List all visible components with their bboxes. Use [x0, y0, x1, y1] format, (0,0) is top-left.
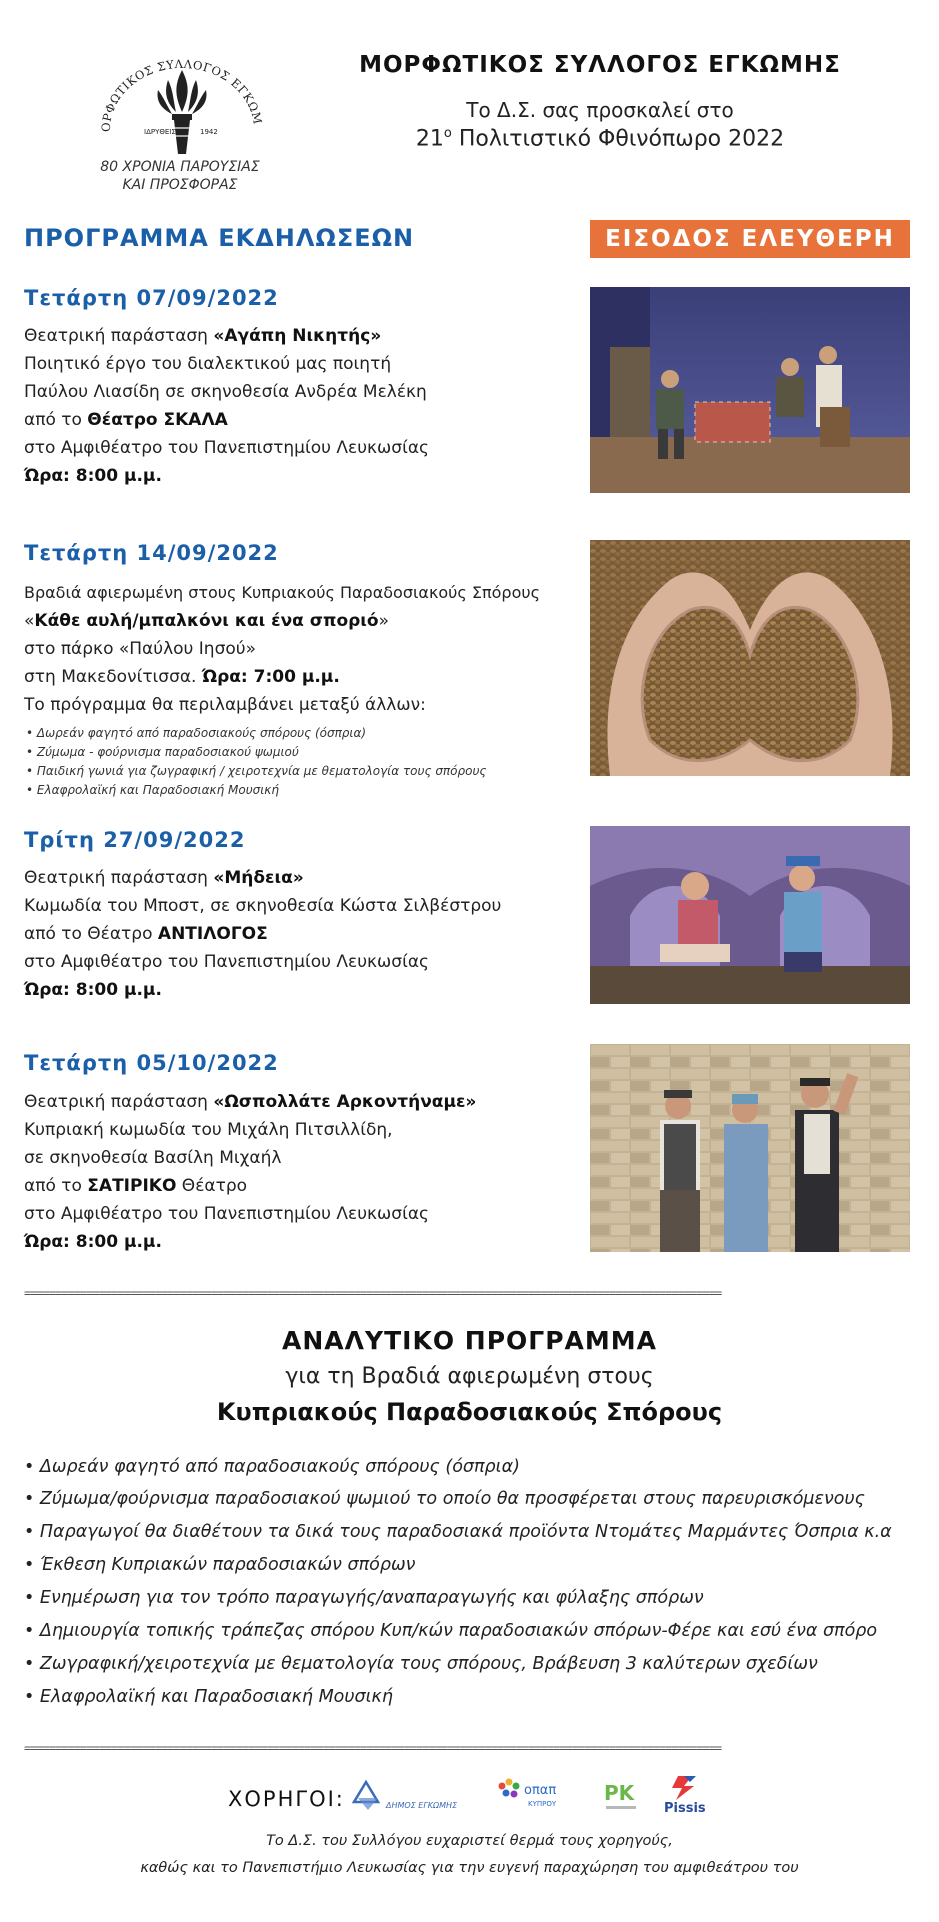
- program-title: ΠΡΟΓΡΑΜΜΑ ΕΚΔΗΛΩΣΕΩΝ: [24, 224, 415, 252]
- sponsor-pissis-logo: [662, 1772, 712, 1818]
- list-item: • Παραγωγοί θα διαθέτουν τα δικά τους παραδοσιακά προϊόντα Ντομάτες Μαρμάντες Όσπρια κ.α: [24, 1522, 892, 1542]
- separator-line: ================================================================================================================: [24, 1286, 722, 1300]
- event-1-date: Τετάρτη 07/09/2022: [24, 286, 279, 310]
- event-1-line2: Ποιητικό έργο του διαλεκτικού μας ποιητή: [24, 354, 392, 374]
- invitation-text: Το Δ.Σ. σας προσκαλεί στο: [466, 98, 734, 122]
- sponsors-label: ΧΟΡΗΓΟΙ:: [228, 1787, 345, 1811]
- event-4-date: Τετάρτη 05/10/2022: [24, 1051, 279, 1075]
- event-1-time: Ώρα: 8:00 μ.μ.: [24, 466, 162, 486]
- logo-tagline: [70, 158, 290, 194]
- event-2-date: Τετάρτη 14/09/2022: [24, 541, 279, 565]
- svg-text:οπαπ: οπαπ: [524, 1783, 557, 1798]
- event-1-line4: από το Θέατρο ΣΚΑΛΑ: [24, 410, 228, 430]
- event-3-line3: από το Θέατρο ΑΝΤΙΛΟΓΟΣ: [24, 924, 268, 944]
- event-4-line5: στο Αμφιθέατρο του Πανεπιστημίου Λευκωσίας: [24, 1204, 430, 1224]
- event-3-line4: στο Αμφιθέατρο του Πανεπιστημίου Λευκωσίας: [24, 952, 430, 972]
- svg-text:ΜΟΡΦΩΤΙΚΟΣ ΣΥΛΛΟΓΟΣ ΕΓΚΩΜΗΣ: [82, 52, 265, 132]
- event-4-line3: σε σκηνοθεσία Βασίλη Μιχαήλ: [24, 1148, 282, 1168]
- event-4-line1: Θεατρική παράσταση «Ωσπολλάτε Αρκοντήναμε»: [24, 1092, 477, 1112]
- association-logo: [82, 52, 282, 162]
- list-item: • Δωρεάν φαγητό από παραδοσιακούς σπόρους (όσπρια): [24, 1457, 520, 1477]
- list-item: • Δωρεάν φαγητό από παραδοσιακούς σπόρους (όσπρια): [26, 726, 367, 740]
- event-3-details: [24, 864, 501, 1004]
- logo-tagline-line1: 80 ΧΡΟΝΙΑ ΠΑΡΟΥΣΙΑΣ: [100, 159, 260, 175]
- analytic-program-title: ΑΝΑΛΥΤΙΚΟ ΠΡΟΓΡΑΜΜΑ: [282, 1326, 657, 1355]
- event-1-theatre: Θέατρο ΣΚΑΛΑ: [87, 410, 228, 430]
- event-3-date: Τρίτη 27/09/2022: [24, 828, 246, 852]
- footer-thanks-line2: καθώς και το Πανεπιστήμιο Λευκωσίας για την ευγενή παραχώρηση του αμφιθεάτρου του: [140, 1860, 799, 1876]
- logo-tagline-line2: ΚΑΙ ΠΡΟΣΦΟΡΑΣ: [122, 177, 238, 193]
- event-3-theatre: ΑΝΤΙΛΟΓΟΣ: [157, 924, 268, 944]
- list-item: • Παιδική γωνιά για ζωγραφική / χειροτεχνία με θεματολογία τους σπόρους: [26, 764, 487, 778]
- event-4-line4: από το ΣΑΤΙΡΙΚΟ Θέατρο: [24, 1176, 248, 1196]
- logo-founded-label: ΙΔΡΥΘΕΙΣ: [144, 128, 176, 136]
- event-3-line1: Θεατρική παράσταση «Μήδεια»: [24, 868, 304, 888]
- event-2-line2: «Κάθε αυλή/μπαλκόνι και ένα σποριό»: [24, 611, 390, 631]
- svg-text:Pissis: Pissis: [664, 1801, 706, 1816]
- list-item: • Ζωγραφική/χειροτεχνία με θεματολογία τους σπόρους, Βράβευση 3 καλύτερων σχεδίων: [24, 1654, 818, 1674]
- sponsor-dimos-egkomis-logo: [352, 1778, 472, 1818]
- event-4-photo: [590, 1044, 910, 1252]
- footer-thanks-line1: Το Δ.Σ. του Συλλόγου ευχαριστεί θερμά τους χορηγούς,: [266, 1833, 673, 1849]
- sponsor-opap-logo: [494, 1776, 574, 1816]
- logo-founded-year: 1942: [200, 128, 218, 136]
- event-2-line5: Το πρόγραμμα θα περιλαμβάνει μεταξύ άλλων:: [24, 695, 426, 715]
- event-3-photo: [590, 826, 910, 1004]
- event-4-line2: Κυπριακή κωμωδία του Μιχάλη Πιτσιλλίδη,: [24, 1120, 393, 1140]
- logo-arc-text: ΟΡΦΩΤΙΚΟΣ ΣΥΛΛΟΓΟΣ ΕΓΚΩΜ: [98, 56, 265, 133]
- event-1-line5: στο Αμφιθέατρο του Πανεπιστημίου Λευκωσίας: [24, 438, 430, 458]
- free-entry-badge: ΕΙΣΟΔΟΣ ΕΛΕΥΘΕΡΗ: [590, 220, 910, 258]
- event-2-event-title: Κάθε αυλή/μπαλκόνι και ένα σποριό: [34, 611, 379, 631]
- event-1-line3: Παύλου Λιασίδη σε σκηνοθεσία Ανδρέα Μελέκη: [24, 382, 427, 402]
- analytic-program-subtitle-bold: Κυπριακούς Παραδοσιακούς Σπόρους: [216, 1398, 723, 1426]
- edition-ordinal: ο: [443, 126, 452, 141]
- event-1-play-title: «Αγάπη Νικητής»: [213, 326, 382, 346]
- list-item: • Ζύμωμα - φούρνισμα παραδοσιακού ψωμιού: [26, 745, 299, 759]
- event-4-theatre: ΣΑΤΙΡΙΚΟ: [87, 1176, 177, 1196]
- svg-text:ΔΗΜΟΣ ΕΓΚΩΜΗΣ: ΔΗΜΟΣ ΕΓΚΩΜΗΣ: [386, 1801, 458, 1810]
- list-item: • Έκθεση Κυπριακών παραδοσιακών σπόρων: [24, 1555, 416, 1575]
- event-3-play-title: «Μήδεια»: [213, 868, 304, 888]
- separator-line: ================================================================================================================: [24, 1741, 722, 1755]
- event-3-line2: Κωμωδία του Μποστ, σε σκηνοθεσία Κώστα Σιλβέστρου: [24, 896, 502, 916]
- list-item: • Ελαφρολαϊκή και Παραδοσιακή Μουσική: [26, 783, 279, 797]
- list-item: • Δημιουργία τοπικής τράπεζας σπόρου Κυπ/κών παραδοσιακών σπόρων-Φέρε και εσύ ένα σπόρο: [24, 1621, 878, 1641]
- event-2-photo: [590, 540, 910, 776]
- festival-edition: [300, 126, 900, 151]
- event-2-line1: Βραδιά αφιερωμένη στους Κυπριακούς Παραδοσιακούς Σπόρους: [24, 583, 541, 602]
- event-2-time: Ώρα: 7:00 μ.μ.: [201, 667, 340, 687]
- event-2-bullet-list: [26, 724, 486, 800]
- event-2-line3: στο πάρκο «Παύλου Ιησού»: [24, 639, 256, 659]
- event-4-details: [24, 1088, 476, 1256]
- svg-text:ΡΚ: ΡΚ: [604, 1781, 635, 1805]
- event-2-line4: στη Μακεδονίτισσα. Ώρα: 7:00 μ.μ.: [24, 667, 340, 687]
- sponsor-pk-logo: [600, 1774, 646, 1818]
- organization-name: ΜΟΡΦΩΤΙΚΟΣ ΣΥΛΛΟΓΟΣ ΕΓΚΩΜΗΣ: [359, 52, 841, 78]
- event-1-line1: Θεατρική παράσταση «Αγάπη Νικητής»: [24, 326, 382, 346]
- event-3-time: Ώρα: 8:00 μ.μ.: [24, 980, 162, 1000]
- edition-title: Πολιτιστικό Φθινόπωρο 2022: [458, 126, 785, 152]
- list-item: • Ζύμωμα/φούρνισμα παραδοσιακού ψωμιού το οποίο θα προσφέρεται στους παρευρισκόμενους: [24, 1489, 865, 1509]
- event-1-photo: [590, 287, 910, 493]
- list-item: • Ενημέρωση για τον τρόπο παραγωγής/αναπαραγωγής και φύλαξης σπόρων: [24, 1588, 704, 1608]
- event-2-details: [24, 579, 540, 719]
- list-item: • Ελαφρολαϊκή και Παραδοσιακή Μουσική: [24, 1687, 393, 1707]
- edition-number: 21: [415, 126, 444, 152]
- analytic-program-subtitle: για τη Βραδιά αφιερωμένη στους: [285, 1364, 654, 1389]
- svg-text:ΚΥΠΡΟΥ: ΚΥΠΡΟΥ: [528, 1800, 557, 1808]
- event-4-time: Ώρα: 8:00 μ.μ.: [24, 1232, 162, 1252]
- event-1-details: [24, 322, 429, 490]
- event-4-play-title: «Ωσπολλάτε Αρκοντήναμε»: [213, 1092, 477, 1112]
